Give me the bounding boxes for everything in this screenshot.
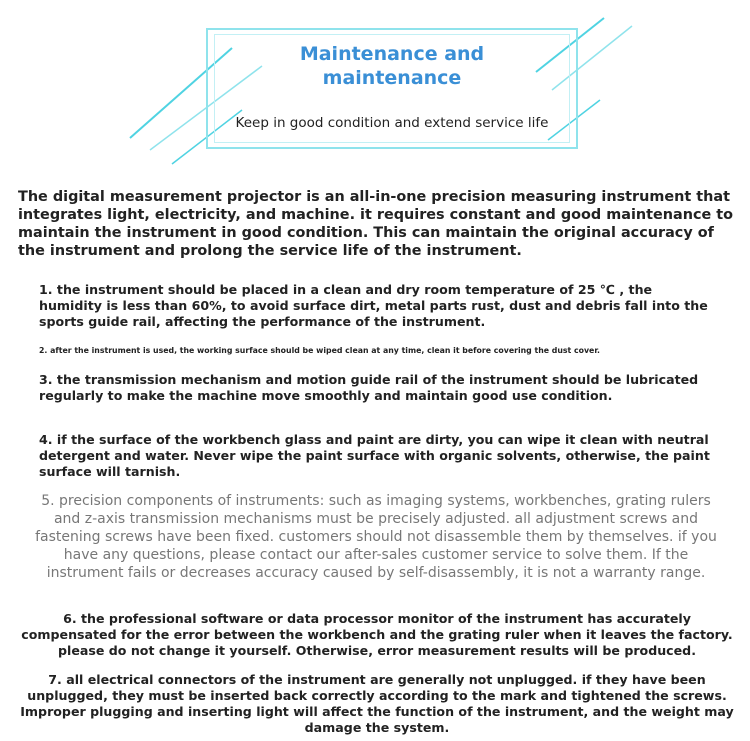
maintenance-item-5: 5. precision components of instruments: such as imaging systems, workbenches, grating rulers and z-axis transmission mechanisms must be precisely adjusted. all adjustment screws and fastening screws have been fixed. customers should not disassemble them by themselves. if you have any questions, please contact our after-sales customer service to solve them. If the instrument fails or decreases accuracy caused by self-disassembly, it is not a warranty range.	[35, 493, 717, 581]
maintenance-item-4: 4. if the surface of the workbench glass and paint are dirty, you can wipe it clean with neutral detergent and water. Never wipe the paint surface with organic solvents, otherwise, the paint surface will tarnish.	[39, 432, 710, 479]
page-subtitle: Keep in good condition and extend service life	[235, 115, 549, 131]
maintenance-item-1: 1. the instrument should be placed in a clean and dry room temperature of 25 ℃ , the humidity is less than 60%, to avoid surface dirt, metal parts rust, dust and debris fall into the sports guide rail, affecting the performance of the instrument.	[39, 282, 708, 329]
page-title-line-2: maintenance	[322, 67, 462, 89]
maintenance-item-3: 3. the transmission mechanism and motion guide rail of the instrument should be lubricated regularly to make the machine move smoothly and maintain good use condition.	[39, 372, 699, 403]
intro-paragraph: The digital measurement projector is an all-in-one precision measuring instrument that integrates light, electricity, and machine. it requires constant and good maintenance to maintain the instrument in good condition. This can maintain the original accuracy of the instrument and prolong the service life of the instrument.	[18, 189, 734, 259]
maintenance-item-6: 6. the professional software or data processor monitor of the instrument has accurately compensated for the error between the workbench and the grating ruler when it leaves the factory. please do not change it yourself. Otherwise, error measurement results will be produced.	[21, 611, 733, 658]
maintenance-item-7: 7. all electrical connectors of the instrument are generally not unplugged. if they have been unplugged, they must be inserted back correctly according to the mark and tightened the screws. Improper plugging and inserting light will affect the function of the instrument, and the weight may damage the system.	[20, 672, 734, 735]
maintenance-item-2: 2. after the instrument is used, the working surface should be wiped clean at any time, clean it before covering the dust cover.	[39, 346, 601, 355]
page-title	[206, 42, 578, 90]
page-title-line-1: Maintenance and	[299, 43, 485, 65]
